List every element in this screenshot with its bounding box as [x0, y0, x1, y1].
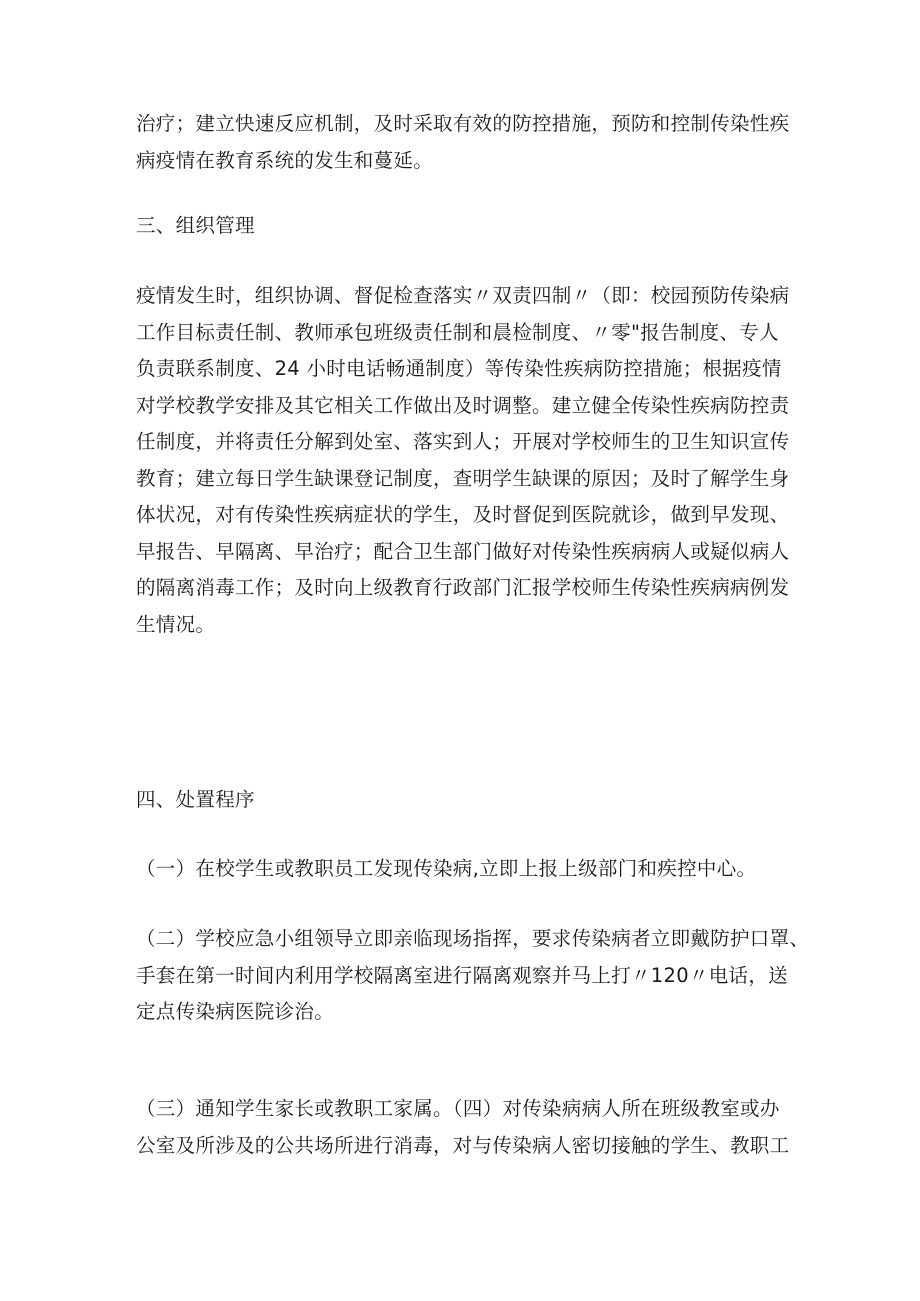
text-line: 治疗；建立快速反应机制，及时采取有效的防控措施，预防和控制传染性疾: [136, 112, 790, 135]
paragraph-procedure-step-1: [136, 851, 796, 888]
section-heading-organization: 三、组织管理: [136, 214, 255, 237]
text-line: 定点传染病医院诊治。: [136, 1000, 335, 1023]
paragraph-procedure-step-3-4: [136, 1091, 796, 1164]
text-line: 疫情发生时，组织协调、督促检查落实〃双责四制〃（即：校园预防传染病: [136, 284, 790, 307]
text-line: 病疫情在教育系统的发生和蔓延。: [136, 148, 434, 172]
text-line: （一）在校学生或教职员工发现传染病,立即上报上级部门和疾控中心。: [136, 857, 757, 880]
text-line: 公室及所涉及的公共场所进行消毒，对与传染病人密切接触的学生、教职工: [136, 1133, 790, 1157]
text-line: 对学校教学安排及其它相关工作做出及时调整。建立健全传染性疾病防控责: [136, 393, 790, 417]
text-line: 生情况。: [136, 612, 216, 636]
paragraph-procedure-step-2: [136, 921, 810, 1031]
text-line: 任制度，并将责任分解到处室、落实到人；开展对学校师生的卫生知识宣传: [136, 430, 790, 453]
text-line: 工作目标责任制、教师承包班级责任制和晨检制度、〃零"报告制度、专人: [136, 320, 779, 344]
text-line: （三）通知学生家长或教职工家属。（四）对传染病病人所在班级教室或办: [136, 1097, 780, 1120]
text-line: 的隔离消毒工作；及时向上级教育行政部门汇报学校师生传染性疾病病例发: [136, 576, 790, 599]
text-line: （二）学校应急小组领导立即亲临现场指挥，要求传染病者立即戴防护口罩、: [136, 927, 810, 950]
text-line: 负责联系制度、24 小时电话畅通制度）等传染性疾病防控措施；根据疫情: [136, 357, 782, 380]
text-line: 早报告、早隔离、早治疗；配合卫生部门做好对传染性疾病病人或疑似病人: [136, 539, 790, 563]
text-line: 手套在第一时间内利用学校隔离室进行隔离观察并马上打〃120〃电话，送: [136, 963, 788, 987]
paragraph-organization-management: [136, 278, 796, 643]
paragraph-response-mechanism: [136, 106, 796, 179]
text-line: 体状况，对有传染性疾病症状的学生，及时督促到医院就诊，做到早发现、: [136, 503, 790, 526]
section-heading-procedure: 四、处置程序: [136, 788, 255, 811]
text-line: 教育；建立每日学生缺课登记制度，查明学生缺课的原因；及时了解学生身: [136, 466, 790, 490]
